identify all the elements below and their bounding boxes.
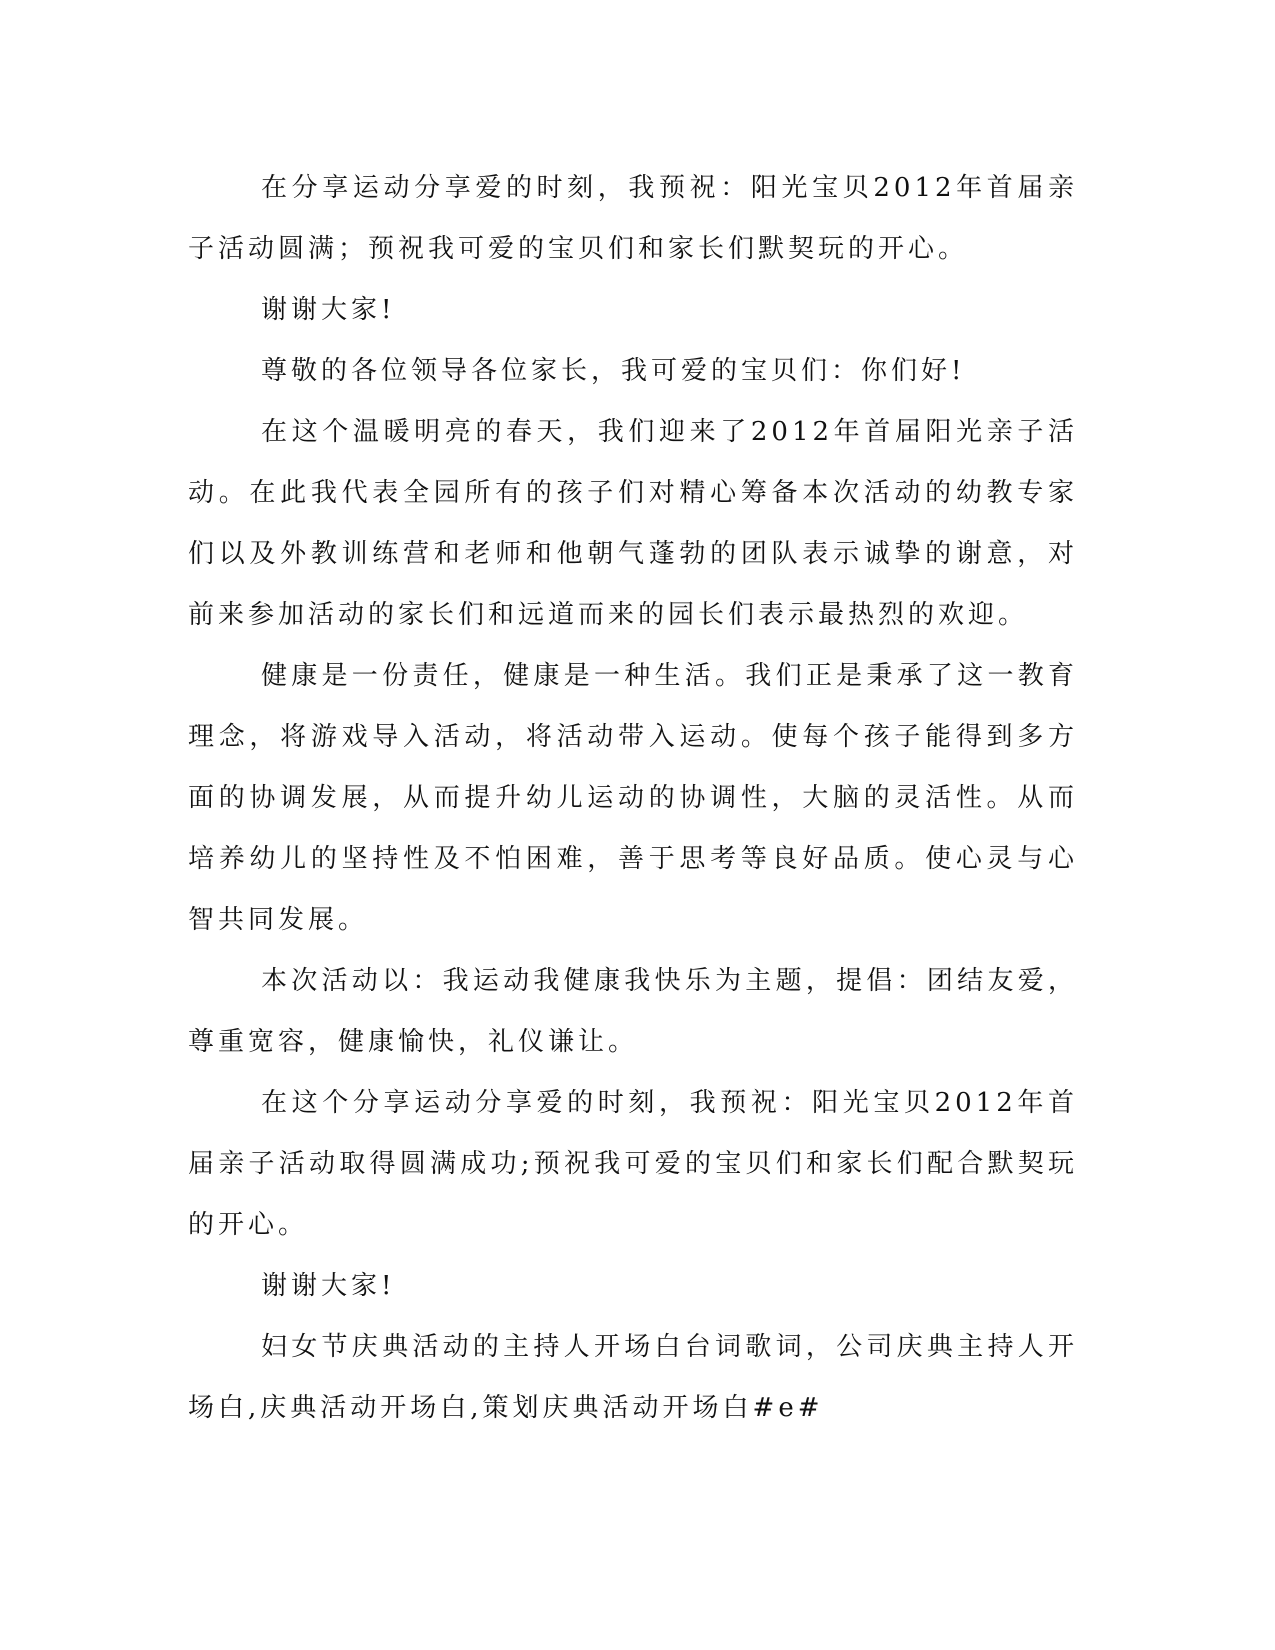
document-body bbox=[188, 158, 1078, 1439]
paragraph-6: 本次活动以：我运动我健康我快乐为主题，提倡：团结友爱，尊重宽容，健康愉快，礼仪谦让。 bbox=[188, 966, 1078, 1057]
paragraph-8: 谢谢大家! bbox=[261, 1271, 396, 1301]
paragraph-5: 健康是一份责任，健康是一种生活。我们正是秉承了这一教育理念，将游戏导入活动，将活动带入运动。使每个孩子能得到多方面的协调发展，从而提升幼儿运动的协调性，大脑的灵活性。从而培养幼儿的坚持性及不怕困难，善于思考等良好品质。使心灵与心智共同发展。 bbox=[188, 661, 1078, 935]
paragraph-2: 谢谢大家! bbox=[261, 295, 396, 325]
paragraph-1: 在分享运动分享爱的时刻，我预祝：阳光宝贝2012年首届亲子活动圆满；预祝我可爱的宝贝们和家长们默契玩的开心。 bbox=[188, 173, 1078, 264]
paragraph-9: 妇女节庆典活动的主持人开场白台词歌词，公司庆典主持人开场白,庆典活动开场白,策划庆典活动开场白#e# bbox=[188, 1332, 1078, 1423]
paragraph-3: 尊敬的各位领导各位家长，我可爱的宝贝们：你们好! bbox=[261, 356, 966, 386]
paragraph-4: 在这个温暖明亮的春天，我们迎来了2012年首届阳光亲子活动。在此我代表全园所有的孩子们对精心筹备本次活动的幼教专家们以及外教训练营和老师和他朝气蓬勃的团队表示诚挚的谢意，对前来参加活动的家长们和远道而来的园长们表示最热烈的欢迎。 bbox=[188, 417, 1078, 630]
paragraph-7: 在这个分享运动分享爱的时刻，我预祝：阳光宝贝2012年首届亲子活动取得圆满成功;预祝我可爱的宝贝们和家长们配合默契玩的开心。 bbox=[188, 1088, 1078, 1240]
